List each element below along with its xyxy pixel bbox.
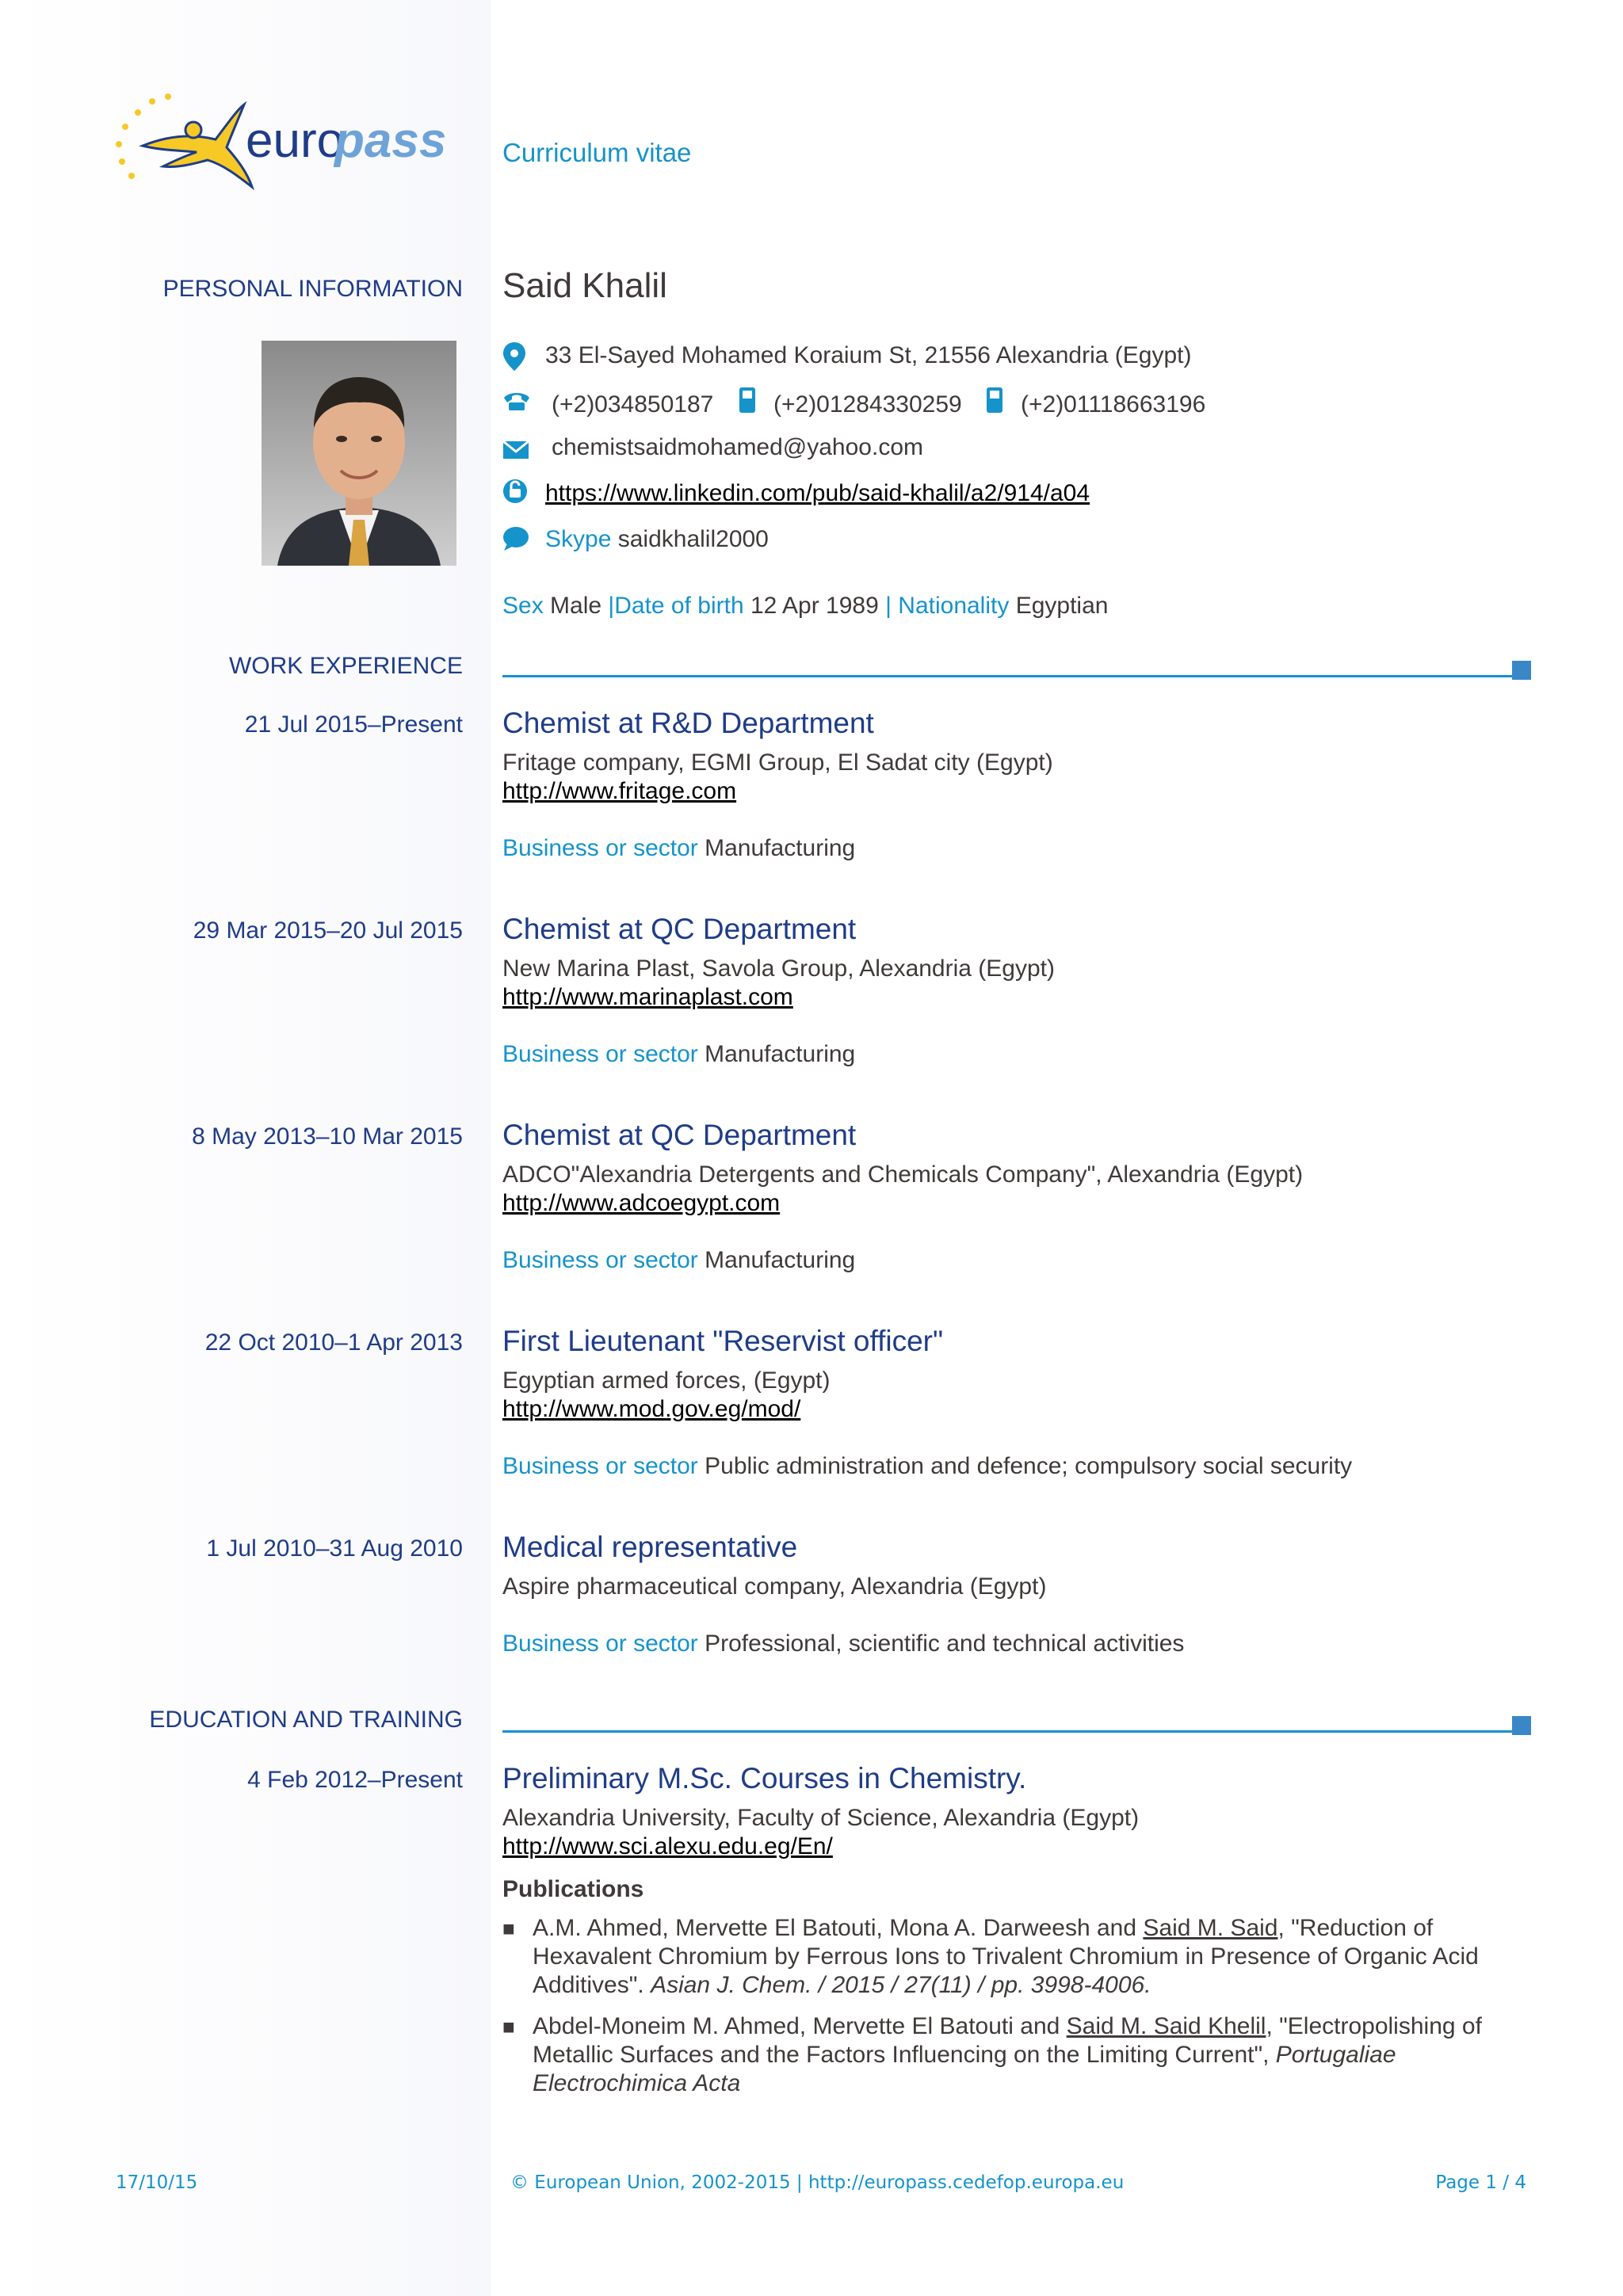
job-dates: 8 May 2013–10 Mar 2015 bbox=[192, 1123, 463, 1150]
employer-link[interactable]: http://www.mod.gov.eg/mod/ bbox=[502, 1396, 801, 1422]
section-label-education: EDUCATION AND TRAINING bbox=[149, 1707, 463, 1733]
figure-icon bbox=[143, 105, 252, 187]
mobile-phone-icon bbox=[739, 387, 756, 418]
employer-link[interactable]: http://www.fritage.com bbox=[502, 778, 737, 804]
svg-text:pass: pass bbox=[334, 113, 447, 168]
separator: | bbox=[608, 593, 615, 619]
im-label: Skype bbox=[545, 526, 612, 552]
sector-value: Manufacturing bbox=[705, 1247, 856, 1273]
job-title: Medical representative bbox=[502, 1531, 798, 1563]
business-sector bbox=[502, 835, 855, 862]
sex-value: Male bbox=[550, 593, 602, 619]
organisation: Alexandria University, Faculty of Science, Alexandria (Egypt) bbox=[502, 1805, 1140, 1831]
separator: | bbox=[885, 593, 892, 619]
sector-value: Manufacturing bbox=[705, 1041, 856, 1067]
website-icon bbox=[502, 479, 528, 508]
email-icon bbox=[502, 441, 529, 463]
education-dates: 4 Feb 2012–Present bbox=[247, 1767, 463, 1793]
personal-details-row bbox=[502, 593, 1108, 620]
job-dates: 29 Mar 2015–20 Jul 2015 bbox=[193, 917, 463, 944]
section-divider-marker bbox=[1512, 1716, 1531, 1735]
employer-link[interactable]: http://www.adcoegypt.com bbox=[502, 1190, 781, 1216]
bullet-icon: ■ bbox=[502, 2015, 515, 2039]
business-sector bbox=[502, 1247, 855, 1274]
nationality-value: Egyptian bbox=[1015, 593, 1109, 619]
job-title: Chemist at QC Department bbox=[502, 1119, 857, 1151]
footer-copyright: © European Union, 2002-2015 | http://europass.cedefop.europa.eu bbox=[510, 2172, 1125, 2193]
mobile-phone-icon bbox=[986, 387, 1003, 418]
location-pin-icon bbox=[502, 342, 526, 375]
publication-item bbox=[502, 1914, 1533, 2000]
mobile-number-1[interactable]: (+2)01284330259 bbox=[773, 391, 962, 418]
instant-messaging bbox=[545, 526, 769, 553]
pub-title: , "Electropolishing of Metallic Surfaces and the Factors Influencing on the Limiting Current", bbox=[533, 2013, 1482, 2068]
sector-label: Business or sector bbox=[502, 1247, 698, 1273]
pub-journal: Portugaliae Electrochimica Acta bbox=[533, 2042, 1396, 2096]
pub-authors: Abdel-Moneim M. Ahmed, Mervette El Batouti and bbox=[533, 2013, 1067, 2039]
address-text: 33 El-Sayed Mohamed Koraium St, 21556 Alexandria (Egypt) bbox=[545, 342, 1192, 368]
chat-bubble-icon bbox=[502, 526, 529, 555]
footer-page-number: Page 1 / 4 bbox=[1435, 2172, 1526, 2193]
sector-label: Business or sector bbox=[502, 1630, 698, 1657]
employer: Fritage company, EGMI Group, El Sadat city (Egypt) bbox=[502, 749, 1053, 776]
qualification-title: Preliminary M.Sc. Courses in Chemistry. bbox=[502, 1762, 1027, 1794]
sector-label: Business or sector bbox=[502, 1041, 698, 1067]
job-title: Chemist at QC Department bbox=[502, 913, 857, 945]
business-sector bbox=[502, 1453, 1352, 1480]
profile-photo bbox=[262, 341, 456, 566]
section-divider bbox=[502, 675, 1520, 677]
organisation-link[interactable]: http://www.sci.alexu.edu.eg/En/ bbox=[502, 1833, 833, 1859]
sex-label: Sex bbox=[502, 593, 544, 619]
footer-date: 17/10/15 bbox=[116, 2172, 198, 2193]
dob-label: Date of birth bbox=[614, 593, 744, 619]
job-title: Chemist at R&D Department bbox=[502, 707, 874, 739]
pub-journal: Asian J. Chem. / 2015 / 27(11) / pp. 3998-4006. bbox=[651, 1972, 1151, 1998]
linkedin-link[interactable]: https://www.linkedin.com/pub/said-khalil/a2/914/a04 bbox=[545, 480, 1090, 506]
employer: ADCO"Alexandria Detergents and Chemicals Company", Alexandria (Egypt) bbox=[502, 1161, 1304, 1188]
job-title: First Lieutenant "Reservist officer" bbox=[502, 1325, 944, 1357]
mobile-number-2[interactable]: (+2)01118663196 bbox=[1021, 391, 1206, 418]
pub-authors: A.M. Ahmed, Mervette El Batouti, Mona A. Darweesh and bbox=[533, 1915, 1144, 1941]
pub-author-highlight: Said M. Said bbox=[1143, 1915, 1278, 1941]
business-sector bbox=[502, 1041, 855, 1068]
employer-link[interactable]: http://www.marinaplast.com bbox=[502, 984, 793, 1010]
publications-heading: Publications bbox=[502, 1876, 644, 1902]
europass-logo bbox=[111, 89, 475, 200]
job-dates: 21 Jul 2015–Present bbox=[244, 711, 463, 738]
phone-number[interactable]: (+2)034850187 bbox=[552, 391, 714, 418]
pub-author-highlight: Said M. Said Khelil bbox=[1066, 2013, 1266, 2039]
sector-value: Manufacturing bbox=[705, 835, 856, 861]
sector-value: Public administration and defence; compulsory social security bbox=[705, 1453, 1353, 1479]
email-address[interactable]: chemistsaidmohamed@yahoo.com bbox=[552, 434, 923, 460]
employer: Egyptian armed forces, (Egypt) bbox=[502, 1367, 831, 1394]
im-value: saidkhalil2000 bbox=[617, 526, 769, 552]
pub-title: , "Reduction of Hexavalent Chromium by Ferrous Ions to Trivalent Chromium in Presence of Organic Acid Additives". bbox=[533, 1915, 1479, 1998]
section-divider bbox=[502, 1730, 1520, 1733]
sector-label: Business or sector bbox=[502, 1453, 698, 1479]
sector-label: Business or sector bbox=[502, 835, 698, 861]
phone-icon bbox=[502, 390, 531, 416]
job-dates: 1 Jul 2010–31 Aug 2010 bbox=[206, 1535, 463, 1562]
section-label-work: WORK EXPERIENCE bbox=[228, 653, 463, 679]
job-dates: 22 Oct 2010–1 Apr 2013 bbox=[204, 1329, 463, 1356]
business-sector bbox=[502, 1630, 1184, 1657]
document-title: Curriculum vitae bbox=[502, 138, 692, 167]
employer: New Marina Plast, Savola Group, Alexandria (Egypt) bbox=[502, 955, 1055, 982]
nationality-label: Nationality bbox=[898, 593, 1010, 619]
dob-value: 12 Apr 1989 bbox=[750, 593, 879, 619]
publication-item bbox=[502, 2012, 1533, 2098]
employer: Aspire pharmaceutical company, Alexandria (Egypt) bbox=[502, 1573, 1047, 1600]
svg-text:euro: euro bbox=[246, 113, 345, 168]
bullet-icon: ■ bbox=[502, 1917, 515, 1940]
section-label-personal: PERSONAL INFORMATION bbox=[162, 276, 463, 302]
sector-value: Professional, scientific and technical activities bbox=[705, 1630, 1185, 1657]
section-divider-marker bbox=[1512, 661, 1531, 680]
applicant-name: Said Khalil bbox=[502, 266, 667, 305]
